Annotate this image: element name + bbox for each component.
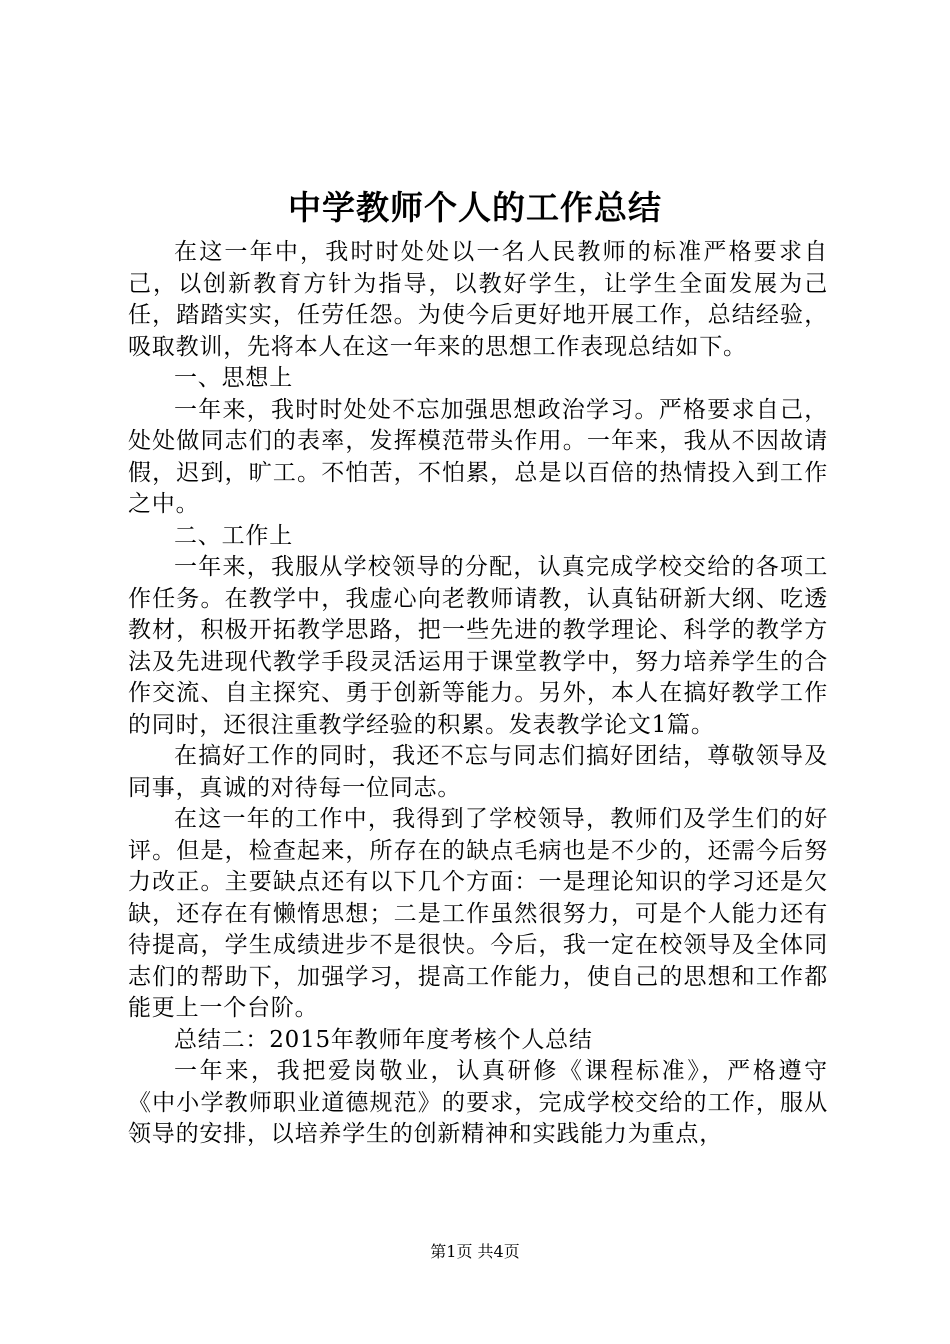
document-title: 中学教师个人的工作总结	[288, 188, 662, 227]
paragraph-intro: 在这一年中，我时时处处以一名人民教师的标准严格要求自己，以创新教育方针为指导，以教好学生，让学生全面发展为己任，踏踏实实，任劳任怨。为使今后更好地开展工作，总结经验，吸取教训，先将本人在这一年来的思想工作表现总结如下。	[128, 239, 828, 360]
section-heading-work: 二、工作上	[174, 522, 293, 549]
document-body	[128, 237, 828, 1151]
paragraph-work: 一年来，我服从学校领导的分配，认真完成学校交给的各项工作任务。在教学中，我虚心向老教师请教，认真钻研新大纲、吃透教材，积极开拓教学思路，把一些先进的教学理论、科学的教学方法及先进现代教学手段灵活运用于课堂教学中，努力培养学生的合作交流、自主探究、勇于创新等能力。另外，本人在搞好教学工作的同时，还很注重教学经验的积累。发表教学论文1篇。	[128, 554, 828, 738]
section-heading-thought: 一、思想上	[174, 365, 293, 391]
paragraph-unity: 在搞好工作的同时，我还不忘与同志们搞好团结，尊敬领导及同事，真诚的对待每一位同志。	[128, 743, 828, 801]
paragraph-summary-two: 一年来，我把爱岗敬业，认真研修《课程标准》，严格遵守《中小学教师职业道德规范》的要求，完成学校交给的工作，服从领导的安排，以培养学生的创新精神和实践能力为重点，	[128, 1058, 828, 1147]
page-number: 第1页 共4页	[430, 1242, 520, 1261]
paragraph-thought: 一年来，我时时处处不忘加强思想政治学习。严格要求自己，处处做同志们的表率，发挥模范带头作用。一年来，我从不因故请假，迟到，旷工。不怕苦，不怕累，总是以百倍的热情投入到工作之中。	[128, 396, 828, 517]
section-heading-summary-two: 总结二：2015年教师年度考核个人总结	[174, 1026, 593, 1053]
paragraph-shortcomings: 在这一年的工作中，我得到了学校领导，教师们及学生们的好评。但是，检查起来，所存在的缺点毛病也是不少的，还需今后努力改正。主要缺点还有以下几个方面：一是理论知识的学习还是欠缺，还存在有懒惰思想；二是工作虽然很努力，可是个人能力还有待提高，学生成绩进步不是很快。今后，我一定在校领导及全体同志们的帮助下，加强学习，提高工作能力，使自己的思想和工作都能更上一个台阶。	[128, 806, 828, 1021]
